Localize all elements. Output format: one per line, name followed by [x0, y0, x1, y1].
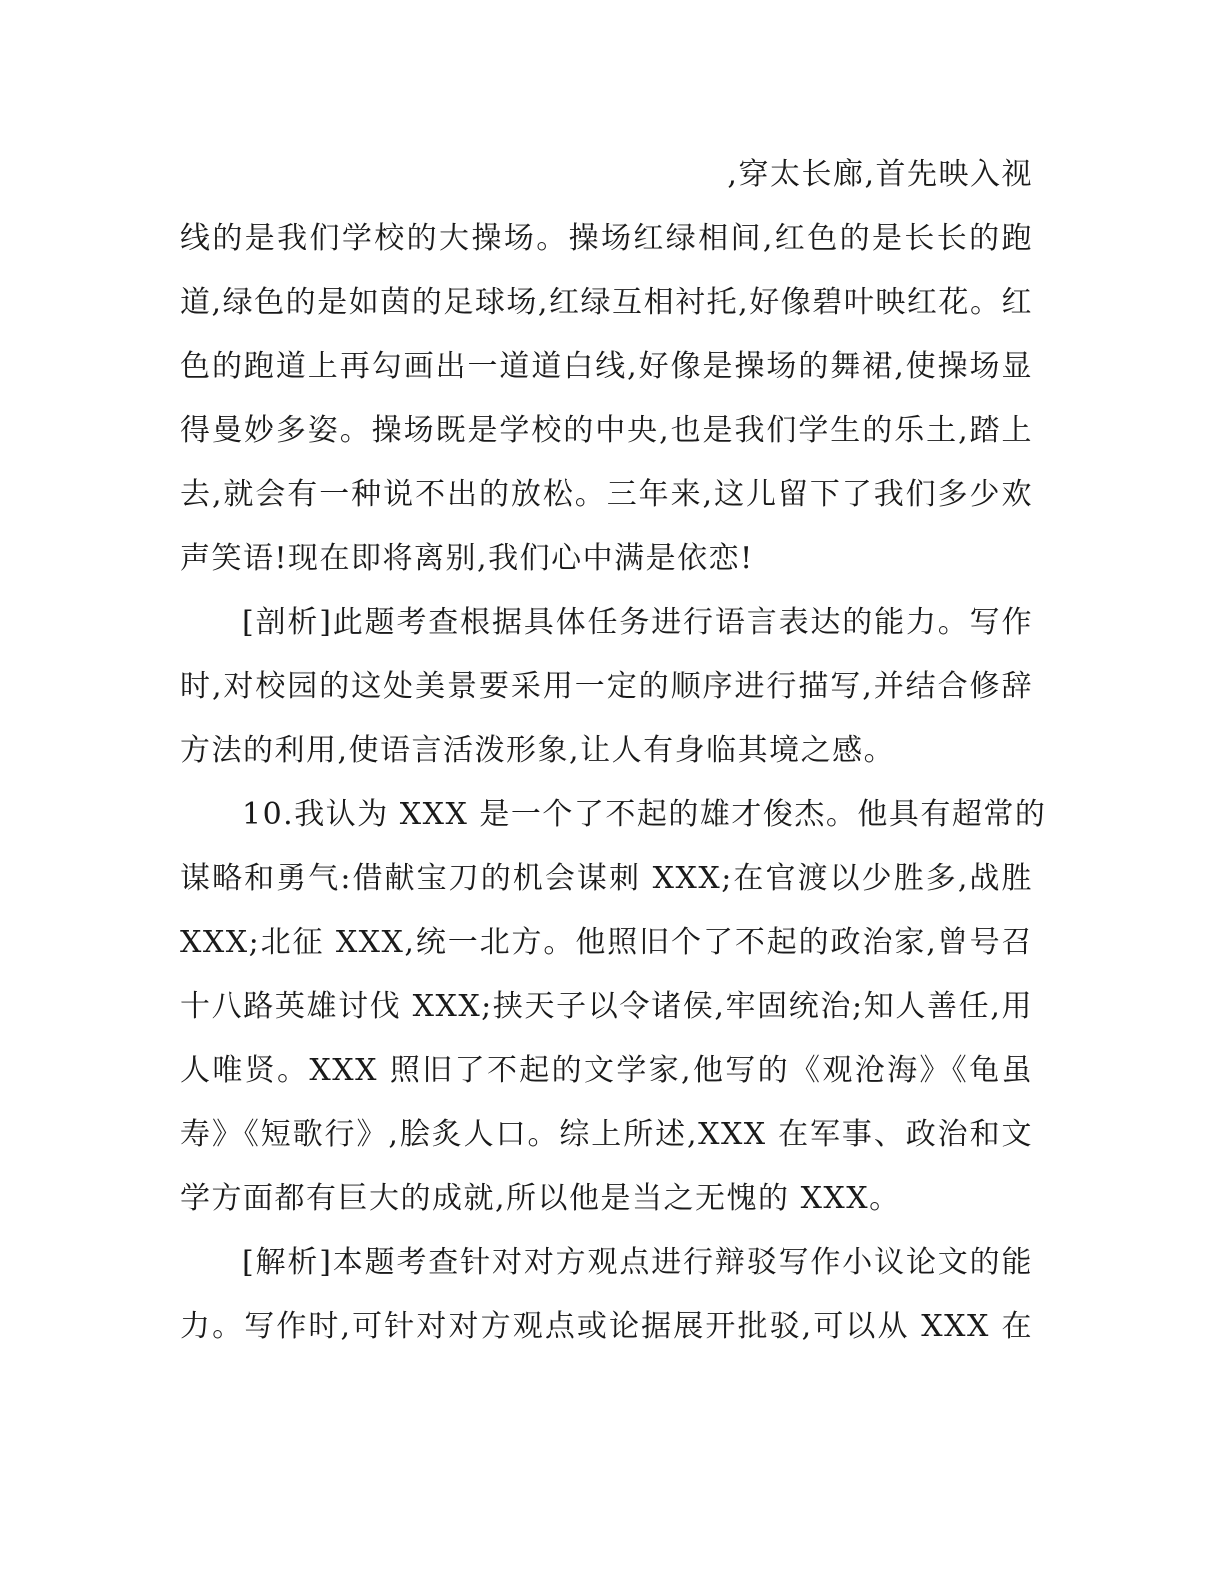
paragraph-3-line-1: 10.我认为 XXX 是一个了不起的雄才俊杰。他具有超常的 — [242, 797, 1047, 832]
paragraph-2-line-2: 时,对校园的这处美景要采用一定的顺序进行描写,并结合修辞 — [180, 669, 1033, 704]
paragraph-3-line-5: 人唯贤。XXX 照旧了不起的文学家,他写的《观沧海》《龟虽 — [180, 1053, 1033, 1088]
paragraph-3-line-4: 十八路英雄讨伐 XXX;挟天子以令诸侯,牢固统治;知人善任,用 — [180, 989, 1033, 1024]
paragraph-1-line-4: 色的跑道上再勾画出一道道白线,好像是操场的舞裙,使操场显 — [180, 349, 1033, 384]
paragraph-1-line-1: ,穿太长廊,首先映入视 — [727, 157, 1033, 192]
paragraph-1-line-2: 线的是我们学校的大操场。操场红绿相间,红色的是长长的跑 — [180, 221, 1033, 256]
paragraph-2-line-3: 方法的利用,使语言活泼形象,让人有身临其境之感。 — [180, 733, 896, 768]
paragraph-1-line-7: 声笑语!现在即将离别,我们心中满是依恋! — [180, 541, 754, 576]
paragraph-3-line-2: 谋略和勇气:借献宝刀的机会谋刺 XXX;在官渡以少胜多,战胜 — [180, 861, 1033, 896]
paragraph-4-line-1: [解析]本题考查针对对方观点进行辩驳写作小议论文的能 — [242, 1245, 1033, 1280]
paragraph-3-line-6: 寿》《短歌行》,脍炙人口。综上所述,XXX 在军事、政治和文 — [180, 1117, 1033, 1152]
paragraph-1-line-6: 去,就会有一种说不出的放松。三年来,这儿留下了我们多少欢 — [180, 477, 1033, 512]
paragraph-3-line-3: XXX;北征 XXX,统一北方。他照旧个了不起的政治家,曾号召 — [180, 925, 1033, 960]
paragraph-4-line-2: 力。写作时,可针对对方观点或论据展开批驳,可以从 XXX 在 — [180, 1309, 1033, 1344]
paragraph-1-line-5: 得曼妙多姿。操场既是学校的中央,也是我们学生的乐土,踏上 — [180, 413, 1033, 448]
paragraph-1-line-3: 道,绿色的是如茵的足球场,红绿互相衬托,好像碧叶映红花。红 — [180, 285, 1033, 320]
paragraph-3-line-7: 学方面都有巨大的成就,所以他是当之无愧的 XXX。 — [180, 1181, 901, 1216]
paragraph-2-line-1: [剖析]此题考查根据具体任务进行语言表达的能力。写作 — [242, 605, 1033, 640]
